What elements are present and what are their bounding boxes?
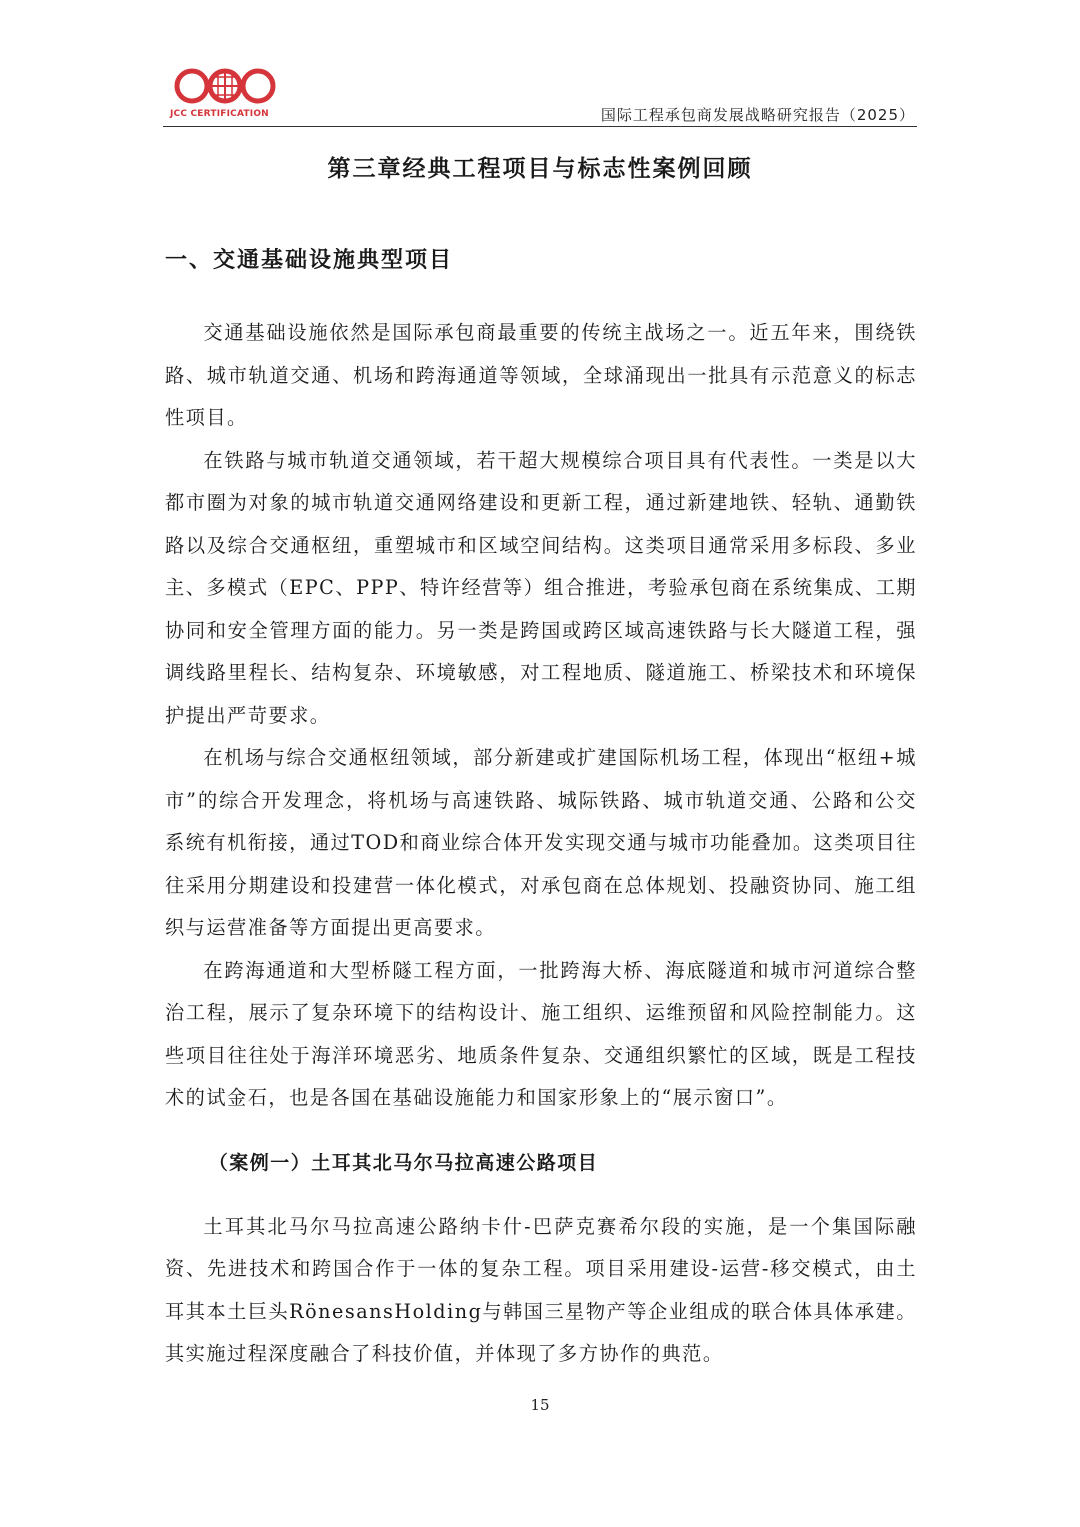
paragraph: 在铁路与城市轨道交通领域，若干超大规模综合项目具有代表性。一类是以大都市圈为对象的城市轨道交通网络建设和更新工程，通过新建地铁、轻轨、通勤铁路以及综合交通枢纽，重塑城市和区域空间结构。这类项目通常采用多标段、多业主、多模式（EPC、PPP、特许经营等）组合推进，考验承包商在系统集成、工期协同和安全管理方面的能力。另一类是跨国或跨区域高速铁路与长大隧道工程，强调线路里程长、结构复杂、环境敏感，对工程地质、隧道施工、桥梁技术和环境保护提出严苛要求。 bbox=[165, 448, 917, 727]
case-paragraph: 土耳其北马尔马拉高速公路纳卡什-巴萨克赛希尔段的实施，是一个集国际融资、先进技术和跨国合作于一体的复杂工程。项目采用建设-运营-移交模式，由土耳其本土巨头RönesansHolding与韩国三星物产等企业组成的联合体具体承建。其实施过程深度融合了科技价值，并体现了多方协作的典范。 bbox=[165, 1214, 917, 1365]
chapter-title: 第三章经典工程项目与标志性案例回顾 bbox=[327, 155, 753, 182]
paragraph: 在跨海通道和大型桥隧工程方面，一批跨海大桥、海底隧道和城市河道综合整治工程，展示了复杂环境下的结构设计、施工组织、运维预留和风险控制能力。这些项目往往处于海洋环境恶劣、地质条件复杂、交通组织繁忙的区域，既是工程技术的试金石，也是各国在基础设施能力和国家形象上的“展示窗口”。 bbox=[165, 958, 917, 1109]
jcc-rings-icon bbox=[170, 64, 280, 108]
section-title: 一、交通基础设施典型项目 bbox=[165, 247, 454, 273]
logo-text: JCC CERTIFICATION bbox=[170, 109, 269, 119]
body-text bbox=[165, 312, 917, 1376]
report-title: 国际工程承包商发展战略研究报告（2025） bbox=[600, 106, 915, 124]
case-title: （案例一）土耳其北马尔马拉高速公路项目 bbox=[208, 1151, 599, 1174]
paragraph: 交通基础设施依然是国际承包商最重要的传统主战场之一。近五年来，围绕铁路、城市轨道交通、机场和跨海通道等领域，全球涌现出一批具有示范意义的标志性项目。 bbox=[165, 321, 917, 429]
header-divider bbox=[163, 126, 917, 127]
paragraph: 在机场与综合交通枢纽领域，部分新建或扩建国际机场工程，体现出“枢纽+城市”的综合开发理念，将机场与高速铁路、城际铁路、城市轨道交通、公路和公交系统有机衔接，通过TOD和商业综合体开发实现交通与城市功能叠加。这类项目往往采用分期建设和投建营一体化模式，对承包商在总体规划、投融资协同、施工组织与运营准备等方面提出更高要求。 bbox=[165, 746, 917, 939]
page-number: 15 bbox=[530, 1396, 550, 1414]
jcc-logo bbox=[170, 64, 280, 122]
